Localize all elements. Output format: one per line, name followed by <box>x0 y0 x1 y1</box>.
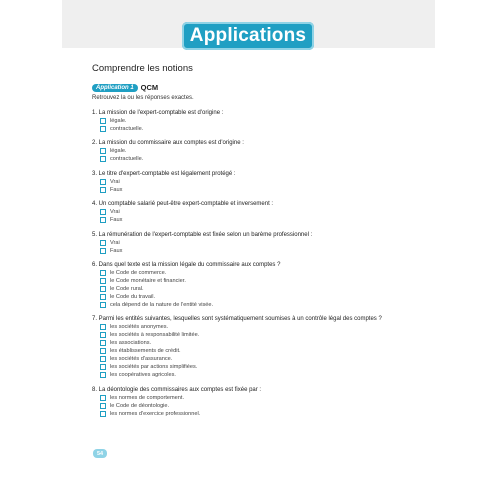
checkbox[interactable] <box>100 217 106 223</box>
question-item <box>92 200 412 224</box>
checkbox[interactable] <box>100 270 106 276</box>
answer-option[interactable] <box>92 301 412 309</box>
answer-label: le Code rural. <box>110 285 144 292</box>
checkbox[interactable] <box>100 302 106 308</box>
answer-option[interactable] <box>92 339 412 347</box>
answer-option[interactable] <box>92 394 412 402</box>
checkbox[interactable] <box>100 187 106 193</box>
checkbox[interactable] <box>100 148 106 154</box>
answer-label: les établissements de crédit. <box>110 348 181 355</box>
answer-label: les sociétés à responsabilité limitée. <box>110 332 200 339</box>
answer-option[interactable] <box>92 347 412 355</box>
answer-option[interactable] <box>92 331 412 339</box>
answer-option[interactable] <box>92 371 412 379</box>
checkbox[interactable] <box>100 332 106 338</box>
answer-label: Faux <box>110 217 123 224</box>
checkbox[interactable] <box>100 278 106 284</box>
answer-label: contractuelle. <box>110 156 144 163</box>
answer-option[interactable] <box>92 285 412 293</box>
answer-label: les sociétés par actions simplifiées. <box>110 364 198 371</box>
checkbox[interactable] <box>100 395 106 401</box>
question-text: 7. Parmi les entités suivantes, lesquelles sont systématiquement soumises à un contrôle légal des comptes ? <box>92 316 382 323</box>
answer-option[interactable] <box>92 239 412 247</box>
checkbox[interactable] <box>100 348 106 354</box>
answer-label: Vrai <box>110 239 120 246</box>
answer-option[interactable] <box>92 355 412 363</box>
question-item <box>92 109 412 133</box>
answer-label: les normes de comportement. <box>110 394 184 401</box>
answer-option[interactable] <box>92 117 412 125</box>
checkbox[interactable] <box>100 179 106 185</box>
page-title: Applications <box>189 25 307 46</box>
checkbox[interactable] <box>100 209 106 215</box>
question-text: 1. La mission de l'expert-comptable est d'origine : <box>92 110 224 116</box>
checkbox[interactable] <box>100 156 106 162</box>
answer-label: les normes d'exercice professionnel. <box>110 410 201 417</box>
checkbox[interactable] <box>100 286 106 292</box>
answer-option[interactable] <box>92 323 412 331</box>
document-page <box>62 0 435 497</box>
question-text: 4. Un comptable salarié peut-être expert-comptable et inversement : <box>92 201 274 208</box>
question-item <box>92 139 412 163</box>
answer-label: les associations. <box>110 340 152 347</box>
answer-label: les sociétés anonymes. <box>110 324 169 331</box>
answer-label: contractuelle. <box>110 126 144 132</box>
page-title-banner <box>182 22 314 50</box>
answer-label: les coopératives agricoles. <box>110 372 176 379</box>
answer-label: le Code monétaire et financier. <box>110 277 186 284</box>
answer-option[interactable] <box>92 402 412 410</box>
instruction-text: Retrouvez la ou les réponses exactes. <box>92 95 194 101</box>
answer-label: Vrai <box>110 178 120 185</box>
answer-option[interactable] <box>92 410 412 418</box>
answer-label: légale. <box>110 118 127 124</box>
answer-option[interactable] <box>92 269 412 277</box>
checkbox[interactable] <box>100 126 106 132</box>
question-list <box>92 109 412 424</box>
answer-label: légale. <box>110 148 127 155</box>
question-item <box>92 386 412 418</box>
question-text: 5. La rémunération de l'expert-comptable est fixée selon un barème professionnel : <box>92 231 313 238</box>
answer-label: Faux <box>110 186 123 193</box>
answer-option[interactable] <box>92 186 412 194</box>
question-text: 2. La mission du commissaire aux comptes est d'origine : <box>92 140 244 147</box>
checkbox[interactable] <box>100 240 106 246</box>
answer-label: Vrai <box>110 209 120 216</box>
answer-label: cela dépend de la nature de l'entité visée. <box>110 301 214 308</box>
checkbox[interactable] <box>100 294 106 300</box>
checkbox[interactable] <box>100 403 106 409</box>
checkbox[interactable] <box>100 340 106 346</box>
section-title: Comprendre les notions <box>92 63 193 74</box>
answer-option[interactable] <box>92 277 412 285</box>
answer-option[interactable] <box>92 293 412 301</box>
answer-option[interactable] <box>92 208 412 216</box>
application-badge: Application 1 <box>92 84 138 92</box>
answer-option[interactable] <box>92 125 412 133</box>
answer-option[interactable] <box>92 178 412 186</box>
answer-option[interactable] <box>92 216 412 224</box>
answer-label: Faux <box>110 247 123 254</box>
question-text: 3. Le titre d'expert-comptable est légalement protégé : <box>92 170 236 177</box>
question-text: 8. La déontologie des commissaires aux comptes est fixée par : <box>92 386 262 393</box>
answer-label: le Code du travail. <box>110 293 156 300</box>
answer-option[interactable] <box>92 155 412 163</box>
answer-label: le Code de déontologie. <box>110 402 170 409</box>
checkbox[interactable] <box>100 324 106 330</box>
checkbox[interactable] <box>100 356 106 362</box>
checkbox[interactable] <box>100 372 106 378</box>
question-text: 6. Dans quel texte est la mission légale du commissaire aux comptes ? <box>92 261 281 268</box>
checkbox[interactable] <box>100 411 106 417</box>
answer-option[interactable] <box>92 363 412 371</box>
page-number: 54 <box>93 449 107 458</box>
question-item <box>92 315 412 379</box>
application-title: QCM <box>140 83 159 92</box>
answer-label: les sociétés d'assurance. <box>110 356 173 363</box>
checkbox[interactable] <box>100 248 106 254</box>
answer-option[interactable] <box>92 147 412 155</box>
question-item <box>92 170 412 194</box>
question-item <box>92 231 412 255</box>
checkbox[interactable] <box>100 364 106 370</box>
answer-option[interactable] <box>92 247 412 255</box>
checkbox[interactable] <box>100 118 106 124</box>
answer-label: le Code de commerce. <box>110 269 167 276</box>
application-heading <box>92 83 158 92</box>
question-item <box>92 261 412 309</box>
